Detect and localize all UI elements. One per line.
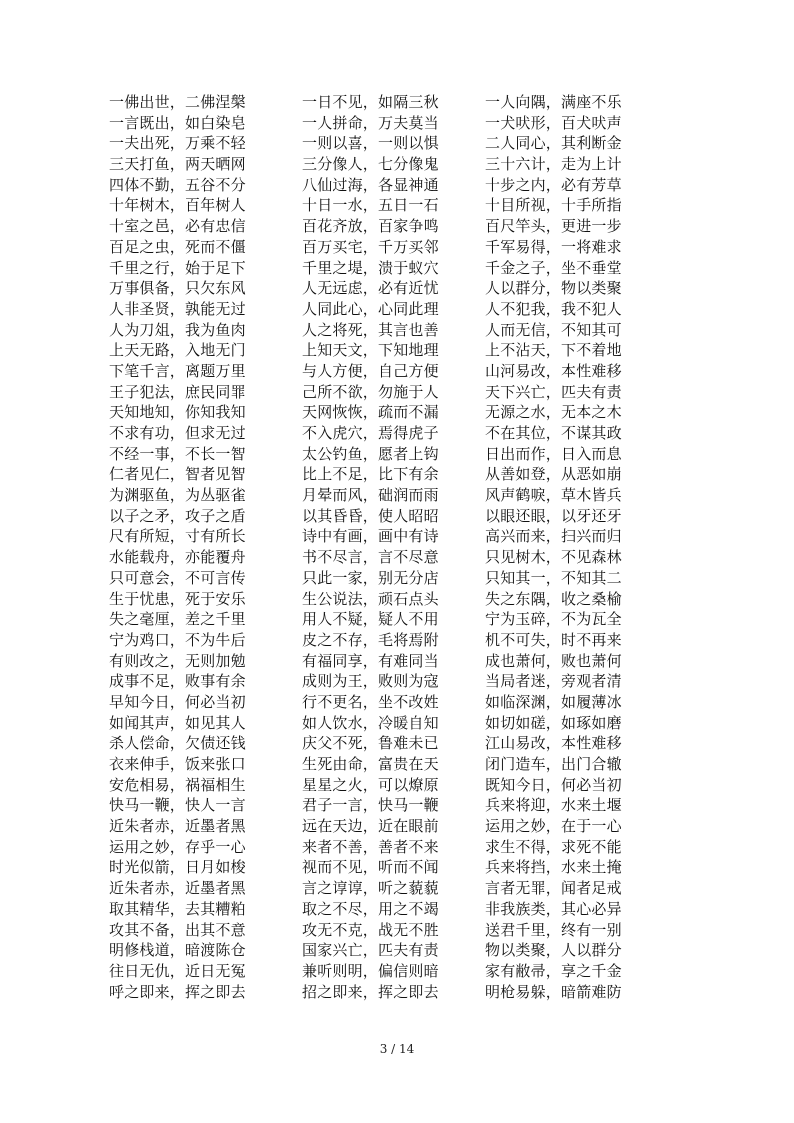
idiom-line: 兵来将挡，水来土掩 (485, 858, 622, 877)
idiom-line: 下笔千言，离题万里 (109, 361, 246, 380)
idiom-line: 人不犯我，我不犯人 (485, 299, 622, 318)
idiom-line: 比上不足，比下有余 (302, 465, 439, 484)
idiom-line: 三天打鱼，两天晒网 (109, 155, 246, 174)
idiom-line: 皮之不存，毛将焉附 (302, 630, 439, 649)
idiom-line: 失之毫厘，差之千里 (109, 610, 246, 629)
idiom-line: 十日一水，五日一石 (302, 196, 439, 215)
idiom-line: 如临深渊，如履薄冰 (485, 692, 622, 711)
idiom-line: 时光似箭，日月如梭 (109, 858, 246, 877)
idiom-line: 庆父不死，鲁难未已 (302, 734, 439, 753)
idiom-line: 山河易改，本性难移 (485, 361, 622, 380)
idiom-line: 不求有功，但求无过 (109, 424, 246, 442)
idiom-line: 只可意会，不可言传 (109, 568, 246, 587)
idiom-column-2 (302, 92, 439, 1002)
idiom-line: 二人同心，其利断金 (485, 134, 622, 153)
idiom-line: 安危相易，祸福相生 (109, 775, 246, 794)
idiom-line: 来者不善，善者不来 (302, 837, 439, 856)
idiom-line: 成事不足，败事有余 (109, 672, 246, 691)
idiom-line: 十年树木，百年树人 (109, 196, 246, 215)
idiom-line: 月晕而风，础润而雨 (302, 486, 439, 505)
idiom-line: 求生不得，求死不能 (485, 837, 622, 856)
idiom-line: 衣来伸手，饭来张口 (109, 755, 246, 773)
idiom-line: 宁为鸡口，不为牛后 (109, 630, 246, 649)
idiom-line: 以眼还眼，以牙还牙 (485, 506, 622, 525)
idiom-line: 只此一家，别无分店 (302, 568, 439, 587)
idiom-line: 一言既出，如白染皂 (109, 113, 246, 132)
idiom-line: 百花齐放，百家争鸣 (302, 217, 439, 236)
idiom-line: 以其昏昏，使人昭昭 (302, 506, 439, 525)
idiom-line: 无源之水，无本之木 (485, 403, 622, 422)
idiom-line: 运用之妙，存乎一心 (109, 837, 246, 856)
idiom-line: 生于忧患，死于安乐 (109, 589, 246, 608)
idiom-line: 攻其不备，出其不意 (109, 920, 246, 939)
idiom-line: 百足之虫，死而不僵 (109, 237, 246, 256)
idiom-line: 己所不欲，勿施于人 (302, 382, 439, 401)
idiom-line: 近朱者赤，近墨者黑 (109, 879, 246, 898)
idiom-line: 攻无不克，战无不胜 (302, 920, 439, 939)
idiom-line: 不入虎穴，焉得虎子 (302, 424, 439, 442)
idiom-line: 如切如磋，如琢如磨 (485, 713, 622, 732)
idiom-line: 太公钓鱼，愿者上钩 (302, 444, 439, 463)
idiom-line: 一人向隅，满座不乐 (485, 93, 622, 111)
page-number: 3 / 14 (379, 1042, 415, 1056)
idiom-line: 人无远虑，必有近忧 (302, 279, 439, 298)
idiom-column-1 (109, 92, 246, 1002)
idiom-line: 人非圣贤，孰能无过 (109, 299, 246, 318)
idiom-line: 兼听则明，偏信则暗 (302, 961, 439, 980)
idiom-line: 明枪易躲，暗箭难防 (485, 982, 622, 1001)
idiom-line: 只见树木，不见森林 (485, 548, 622, 567)
idiom-line: 水能载舟，亦能覆舟 (109, 548, 246, 567)
idiom-line: 千里之行，始于足下 (109, 258, 246, 277)
idiom-line: 百万买宅，千万买邻 (302, 237, 439, 256)
idiom-line: 远在天边，近在眼前 (302, 817, 439, 836)
idiom-line: 言者无罪，闻者足戒 (485, 879, 622, 898)
idiom-line: 百尺竿头，更进一步 (485, 217, 622, 236)
idiom-line: 明修栈道，暗渡陈仓 (109, 941, 246, 960)
idiom-line: 用人不疑，疑人不用 (302, 610, 439, 629)
idiom-line: 宁为玉碎，不为瓦全 (485, 610, 622, 629)
idiom-line: 送君千里，终有一别 (485, 920, 622, 939)
idiom-line: 诗中有画，画中有诗 (302, 527, 439, 546)
idiom-line: 千金之子，坐不垂堂 (485, 258, 622, 277)
idiom-line: 仁者见仁，智者见智 (109, 465, 246, 484)
idiom-line: 日出而作，日入而息 (485, 444, 622, 463)
idiom-line: 千里之堤，溃于蚁穴 (302, 258, 439, 277)
idiom-line: 上知天文，下知地理 (302, 341, 439, 360)
idiom-line: 行不更名，坐不改姓 (302, 692, 439, 711)
idiom-line: 上天无路，入地无门 (109, 341, 246, 360)
idiom-line: 早知今日，何必当初 (109, 692, 246, 711)
idiom-line: 人同此心，心同此理 (302, 299, 439, 318)
idiom-line: 一则以喜，一则以惧 (302, 134, 439, 153)
idiom-line: 书不尽言，言不尽意 (302, 548, 439, 567)
idiom-line: 人以群分，物以类聚 (485, 279, 622, 298)
idiom-line: 王子犯法，庶民同罪 (109, 382, 246, 401)
idiom-line: 人而无信，不知其可 (485, 320, 622, 339)
idiom-line: 成也萧何，败也萧何 (485, 651, 622, 670)
idiom-line: 一夫出死，万乘不轻 (109, 134, 246, 153)
idiom-line: 千军易得，一将难求 (485, 237, 622, 256)
idiom-line: 十目所视，十手所指 (485, 196, 622, 215)
idiom-line: 取其精华，去其糟粕 (109, 899, 246, 918)
idiom-line: 君子一言，快马一鞭 (302, 796, 439, 815)
idiom-line: 为渊驱鱼，为丛驱雀 (109, 486, 246, 505)
idiom-line: 人为刀俎，我为鱼肉 (109, 320, 246, 339)
idiom-line: 一佛出世，二佛涅槃 (109, 93, 246, 111)
idiom-line: 如人饮水，冷暖自知 (302, 713, 439, 732)
idiom-line: 星星之火，可以燎原 (302, 775, 439, 794)
idiom-line: 非我族类，其心必异 (485, 899, 622, 918)
idiom-line: 风声鹤唳，草木皆兵 (485, 486, 622, 505)
idiom-line: 不在其位，不谋其政 (485, 424, 622, 442)
idiom-line: 往日无仇，近日无冤 (109, 961, 246, 980)
idiom-line: 既知今日，何必当初 (485, 775, 622, 794)
idiom-line: 江山易改，本性难移 (485, 734, 622, 753)
idiom-line: 杀人偿命，欠债还钱 (109, 734, 246, 753)
idiom-line: 招之即来，挥之即去 (302, 982, 439, 1001)
idiom-line: 国家兴亡，匹夫有责 (302, 941, 439, 960)
idiom-line: 运用之妙，在于一心 (485, 817, 622, 836)
idiom-line: 从善如登，从恶如崩 (485, 465, 622, 484)
idiom-line: 有福同享，有难同当 (302, 651, 439, 670)
idiom-line: 天下兴亡，匹夫有责 (485, 382, 622, 401)
idiom-column-3 (485, 92, 622, 1002)
idiom-line: 兵来将迎，水来土堰 (485, 796, 622, 815)
idiom-line: 三十六计，走为上计 (485, 155, 622, 174)
idiom-line: 取之不尽，用之不竭 (302, 899, 439, 918)
idiom-line: 机不可失，时不再来 (485, 630, 622, 649)
idiom-line: 与人方便，自己方便 (302, 361, 439, 380)
idiom-line: 呼之即来，挥之即去 (109, 982, 246, 1001)
idiom-line: 人之将死，其言也善 (302, 320, 439, 339)
idiom-line: 物以类聚，人以群分 (485, 941, 622, 960)
idiom-line: 有则改之，无则加勉 (109, 651, 246, 670)
idiom-line: 三分像人，七分像鬼 (302, 155, 439, 174)
idiom-line: 一人拼命，万夫莫当 (302, 113, 439, 132)
idiom-line: 视而不见，听而不闻 (302, 858, 439, 877)
idiom-line: 尺有所短，寸有所长 (109, 527, 246, 546)
idiom-line: 闭门造车，出门合辙 (485, 755, 622, 773)
idiom-line: 上不沾天，下不着地 (485, 341, 622, 360)
idiom-line: 十室之邑，必有忠信 (109, 217, 246, 236)
idiom-line: 只知其一，不知其二 (485, 568, 622, 587)
idiom-line: 高兴而来，扫兴而归 (485, 527, 622, 546)
idiom-line: 生公说法，顽石点头 (302, 589, 439, 608)
idiom-line: 家有敝帚，享之千金 (485, 961, 622, 980)
idiom-line: 言之谆谆，听之藐藐 (302, 879, 439, 898)
idiom-line: 失之东隅，收之桑榆 (485, 589, 622, 608)
idiom-line: 成则为王，败则为寇 (302, 672, 439, 691)
idiom-line: 当局者迷，旁观者清 (485, 672, 622, 691)
idiom-line: 不经一事，不长一智 (109, 444, 246, 463)
idiom-line: 快马一鞭，快人一言 (109, 796, 246, 815)
idiom-line: 天网恢恢，疏而不漏 (302, 403, 439, 422)
idiom-line: 如闻其声，如见其人 (109, 713, 246, 732)
idiom-line: 四体不勤，五谷不分 (109, 175, 246, 194)
idiom-line: 八仙过海，各显神通 (302, 175, 439, 194)
idiom-line: 一日不见，如隔三秋 (302, 93, 439, 111)
idiom-line: 一犬吠形，百犬吠声 (485, 113, 622, 132)
idiom-line: 万事俱备，只欠东风 (109, 279, 246, 298)
idiom-line: 生死由命，富贵在天 (302, 755, 439, 773)
idiom-line: 十步之内，必有芳草 (485, 175, 622, 194)
idiom-line: 以子之矛，攻子之盾 (109, 506, 246, 525)
idiom-line: 天知地知，你知我知 (109, 403, 246, 422)
idiom-line: 近朱者赤，近墨者黑 (109, 817, 246, 836)
